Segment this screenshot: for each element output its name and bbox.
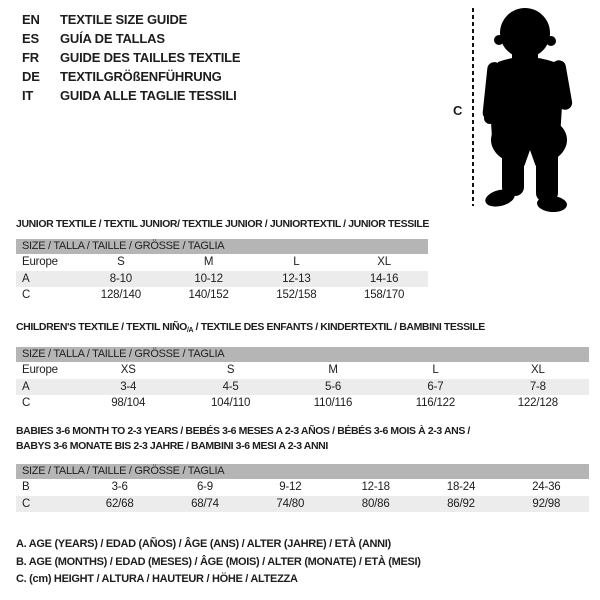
table-cell: XL bbox=[377, 256, 391, 268]
row-label: A bbox=[22, 380, 30, 393]
lang-title: GUIDA ALLE TAGLIE TESSILI bbox=[60, 88, 237, 103]
table-cell: 6-7 bbox=[427, 380, 444, 393]
height-measure-label: C bbox=[453, 103, 463, 118]
section-title-line: BABIES 3-6 MONTH TO 2-3 YEARS / BEBÉS 3-6 MESES A 2-3 AÑOS / BÉBÉS 3-6 MOIS À 2-3 ANS / bbox=[16, 425, 470, 437]
legend-line-height: C. (cm) HEIGHT / ALTURA / HAUTEUR / HÖHE / ALTEZZA bbox=[16, 573, 298, 585]
table-cell: 4-5 bbox=[222, 380, 239, 393]
table-cell: XL bbox=[530, 364, 545, 376]
table-cell: L bbox=[432, 364, 439, 376]
table-cell: 62/68 bbox=[105, 497, 134, 510]
table-cell: M bbox=[203, 256, 214, 268]
table-row bbox=[16, 362, 589, 379]
lang-title: TEXTILE SIZE GUIDE bbox=[60, 12, 188, 27]
table-body bbox=[16, 362, 589, 412]
size-table-header: SIZE / TALLA / TAILLE / GRÖSSE / TAGLIA bbox=[16, 347, 589, 362]
table-row bbox=[16, 479, 589, 496]
table-row bbox=[16, 395, 589, 412]
table-cell: 24-36 bbox=[532, 481, 561, 493]
row-label: Europe bbox=[22, 364, 58, 376]
children-size-table bbox=[16, 347, 589, 412]
table-cell: 6-9 bbox=[196, 481, 213, 493]
table-cell: 158/170 bbox=[364, 289, 405, 301]
table-cell: 9-12 bbox=[279, 481, 302, 493]
lang-code: FR bbox=[22, 50, 39, 65]
table-cell: S bbox=[117, 256, 125, 268]
lang-code: ES bbox=[22, 31, 39, 46]
table-cell: 116/122 bbox=[415, 397, 456, 409]
lang-row-it bbox=[22, 86, 240, 105]
table-cell: L bbox=[293, 256, 300, 268]
height-measure-line bbox=[472, 8, 474, 206]
lang-code: DE bbox=[22, 69, 40, 84]
lang-row-de bbox=[22, 67, 240, 86]
table-cell: 104/110 bbox=[210, 397, 251, 409]
lang-code: EN bbox=[22, 12, 40, 27]
table-cell: 128/140 bbox=[100, 289, 141, 301]
table-cell: 140/152 bbox=[188, 289, 229, 301]
table-cell: 80/86 bbox=[361, 497, 390, 510]
section-title-text: / TEXTILE DES ENFANTS / KINDERTEXTIL / BAMBINI TESSILE bbox=[193, 321, 485, 333]
row-label: C bbox=[22, 497, 31, 510]
table-cell: XS bbox=[120, 364, 136, 376]
table-cell: 10-12 bbox=[194, 272, 223, 285]
table-cell: 12-18 bbox=[361, 481, 390, 493]
table-cell: 14-16 bbox=[369, 272, 399, 285]
table-cell: 152/158 bbox=[276, 289, 317, 301]
table-row bbox=[16, 379, 589, 396]
table-cell: 110/116 bbox=[313, 397, 353, 409]
legend bbox=[16, 536, 421, 589]
section-title-text: CHILDREN'S TEXTILE / TEXTIL NIÑO bbox=[16, 321, 187, 333]
row-label: Europe bbox=[22, 256, 58, 268]
babies-size-table bbox=[16, 464, 589, 512]
lang-row-fr bbox=[22, 48, 240, 67]
row-label: A bbox=[22, 272, 30, 285]
toddler-silhouette-icon bbox=[478, 6, 596, 212]
table-cell: M bbox=[328, 364, 338, 376]
table-row bbox=[16, 496, 589, 513]
lang-row-es bbox=[22, 29, 240, 48]
lang-title: GUIDE DES TAILLES TEXTILE bbox=[60, 50, 241, 65]
row-label: C bbox=[22, 289, 31, 301]
section-title-text: JUNIOR TEXTILE / TEXTIL JUNIOR/ TEXTILE JUNIOR / JUNIORTEXTIL / JUNIOR TESSILE bbox=[16, 218, 429, 230]
table-cell: 74/80 bbox=[276, 497, 305, 510]
junior-size-table bbox=[16, 239, 428, 304]
table-cell: 3-6 bbox=[111, 481, 128, 493]
table-cell: 68/74 bbox=[191, 497, 219, 510]
table-row bbox=[16, 254, 428, 271]
table-cell: 18-24 bbox=[446, 481, 476, 493]
size-table-header: SIZE / TALLA / TAILLE / GRÖSSE / TAGLIA bbox=[16, 464, 589, 479]
section-title-babies bbox=[16, 424, 470, 454]
lang-title: TEXTILGRÖßENFÜHRUNG bbox=[60, 69, 222, 84]
table-body bbox=[16, 254, 428, 304]
table-cell: 7-8 bbox=[529, 380, 546, 393]
section-title-children bbox=[16, 320, 485, 338]
table-cell: 5-6 bbox=[325, 380, 342, 393]
legend-line-age-years: A. AGE (YEARS) / EDAD (AÑOS) / ÂGE (ANS) / ALTER (JAHRE) / ETÀ (ANNI) bbox=[16, 538, 391, 550]
row-label: C bbox=[22, 397, 31, 409]
section-title-junior bbox=[16, 217, 429, 232]
lang-row-en bbox=[22, 10, 240, 29]
table-row bbox=[16, 287, 428, 304]
section-title-line: BABYS 3-6 MONATE BIS 2-3 JAHRE / BAMBINI 3-6 MESI A 2-3 ANNI bbox=[16, 440, 328, 452]
table-row bbox=[16, 271, 428, 288]
table-body bbox=[16, 479, 589, 512]
size-table-header: SIZE / TALLA / TAILLE / GRÖSSE / TAGLIA bbox=[16, 239, 428, 254]
table-cell: 98/104 bbox=[111, 397, 146, 409]
table-cell: 92/98 bbox=[532, 497, 561, 510]
row-label: B bbox=[22, 481, 30, 493]
language-header bbox=[22, 10, 240, 105]
table-cell: 12-13 bbox=[282, 272, 311, 285]
section-title-subscript: /A bbox=[186, 327, 194, 334]
table-cell: 8-10 bbox=[109, 272, 132, 285]
table-cell: 86/92 bbox=[447, 497, 475, 510]
legend-line-age-months: B. AGE (MONTHS) / EDAD (MESES) / ÂGE (MOIS) / ALTER (MONATE) / ETÀ (MESI) bbox=[16, 555, 421, 568]
lang-title: GUÍA DE TALLAS bbox=[60, 31, 165, 46]
lang-code: IT bbox=[22, 88, 34, 103]
table-cell: 122/128 bbox=[517, 397, 558, 409]
table-cell: 3-4 bbox=[120, 380, 137, 393]
table-cell: S bbox=[226, 364, 235, 376]
